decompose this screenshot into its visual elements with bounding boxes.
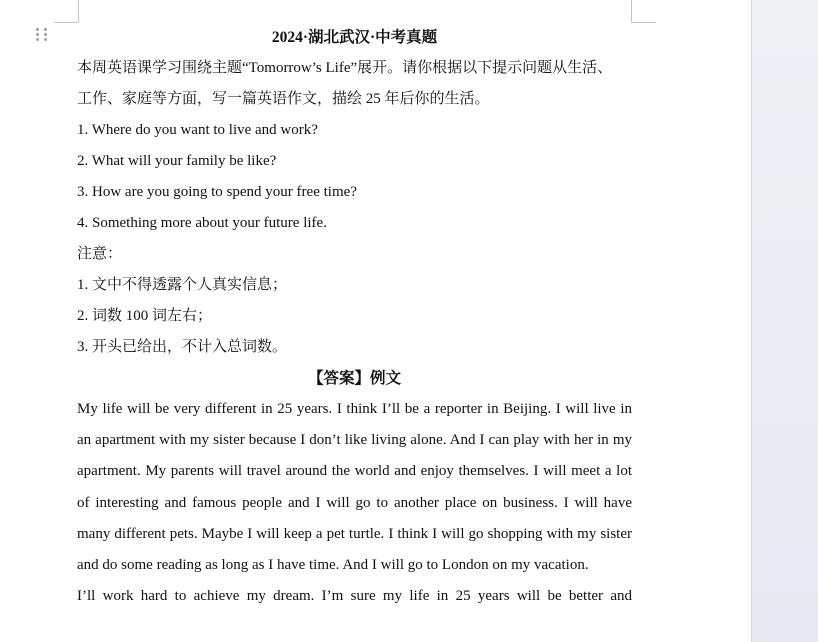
notes-label: 注意： <box>77 246 123 262</box>
document-body[interactable] <box>77 22 632 612</box>
workspace-background <box>752 0 818 642</box>
margin-corner-mark <box>54 0 79 23</box>
note-item: 1. 文中不得透露个人真实信息； <box>77 277 288 293</box>
question-item: 2. What will your family be like? <box>77 153 277 169</box>
note-item: 3. 开头已给出，不计入总词数。 <box>77 339 288 355</box>
drag-handle-icon[interactable] <box>36 28 48 44</box>
question-item: 1. Where do you want to live and work? <box>77 122 318 138</box>
prompt-text-continued: 工作、家庭等方面，写一篇英语作文，描绘 25 年后你的生活。 <box>77 91 490 107</box>
prompt-text: 本周英语课学习围绕主题“Tomorrow’s Life”展开。请你根据以下提示问题从生活、 <box>77 60 613 76</box>
answer-paragraph: My life will be very different in 25 years. I think I’ll be a reporter in Beijing. I will live in an apartment with my sister because I don’t like living alone. And I can play with her in my apartment. My parents will travel around the world and enjoy themselves. I will meet a lot of interesting and famous people and I will go to another place on business. I will have many different pets. Maybe I will keep a pet turtle. I think I will go shopping with my sister and do some reading as long as I have time. And I will go to London on my vacation. <box>77 401 632 574</box>
answer-heading: 【答案】例文 <box>307 370 401 387</box>
question-item: 4. Something more about your future life. <box>77 215 327 231</box>
answer-paragraph: I’ll work hard to achieve my dream. I’m sure my life in 25 years will be better and <box>77 588 632 605</box>
margin-corner-mark <box>631 0 656 23</box>
document-title: 2024·湖北武汉·中考真题 <box>271 29 438 46</box>
question-item: 3. How are you going to spend your free time? <box>77 184 357 200</box>
note-item: 2. 词数 100 词左右； <box>77 308 213 324</box>
